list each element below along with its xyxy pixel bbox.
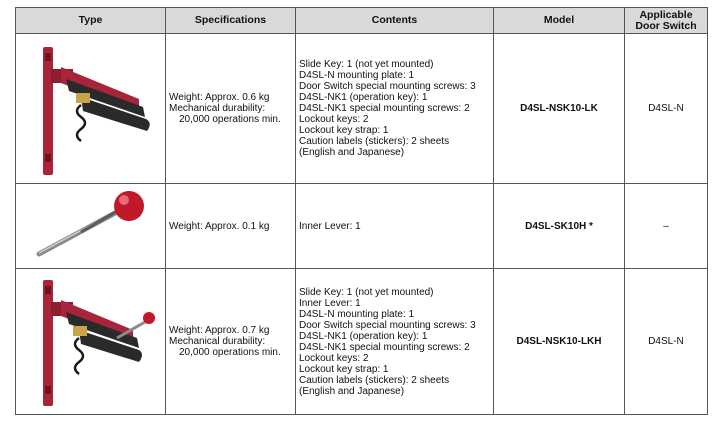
specifications-cell: Weight: Approx. 0.6 kg Mechanical durability: 20,000 operations min. (166, 34, 296, 184)
table-row (16, 269, 708, 415)
contents-cell: Slide Key: 1 (not yet mounted) D4SL-N mounting plate: 1 Door Switch special mounting screws: 3 D4SL-NK1 (operation key): 1 D4SL-NK1 special mounting screws: 2 Lockout keys: 2 Lockout key strap: 1 Caution labels (stickers): 2 sheets (English and Japanese) (296, 34, 494, 184)
spec-table (15, 7, 708, 415)
type-image-cell (16, 34, 166, 184)
header-row (16, 8, 708, 34)
header-model: Model (494, 8, 625, 34)
contents-cell: Slide Key: 1 (not yet mounted) Inner Lever: 1 D4SL-N mounting plate: 1 Door Switch special mounting screws: 3 D4SL-NK1 (operation key): 1 D4SL-NK1 special mounting screws: 2 Lockout keys: 2 Lockout key strap: 1 Caution labels (stickers): 2 sheets (English and Japanese) (296, 269, 494, 415)
inner-lever-image (21, 186, 161, 266)
contents-cell: Inner Lever: 1 (296, 184, 494, 269)
type-image-cell (16, 184, 166, 269)
header-type: Type (16, 8, 166, 34)
model-cell: D4SL-NSK10-LK (494, 34, 625, 184)
header-specifications: Specifications (166, 8, 296, 34)
slide-key-with-lever-image (21, 274, 161, 410)
specifications-cell: Weight: Approx. 0.7 kg Mechanical durability: 20,000 operations min. (166, 269, 296, 415)
header-contents: Contents (296, 8, 494, 34)
table-row (16, 184, 708, 269)
slide-key-image (21, 39, 161, 179)
type-image-cell (16, 269, 166, 415)
header-applicable-door-switch: Applicable Door Switch (625, 8, 708, 34)
table-row (16, 34, 708, 184)
model-cell: D4SL-NSK10-LKH (494, 269, 625, 415)
door-switch-cell: – (625, 184, 708, 269)
model-cell: D4SL-SK10H * (494, 184, 625, 269)
door-switch-cell: D4SL-N (625, 269, 708, 415)
specifications-cell: Weight: Approx. 0.1 kg (166, 184, 296, 269)
door-switch-cell: D4SL-N (625, 34, 708, 184)
